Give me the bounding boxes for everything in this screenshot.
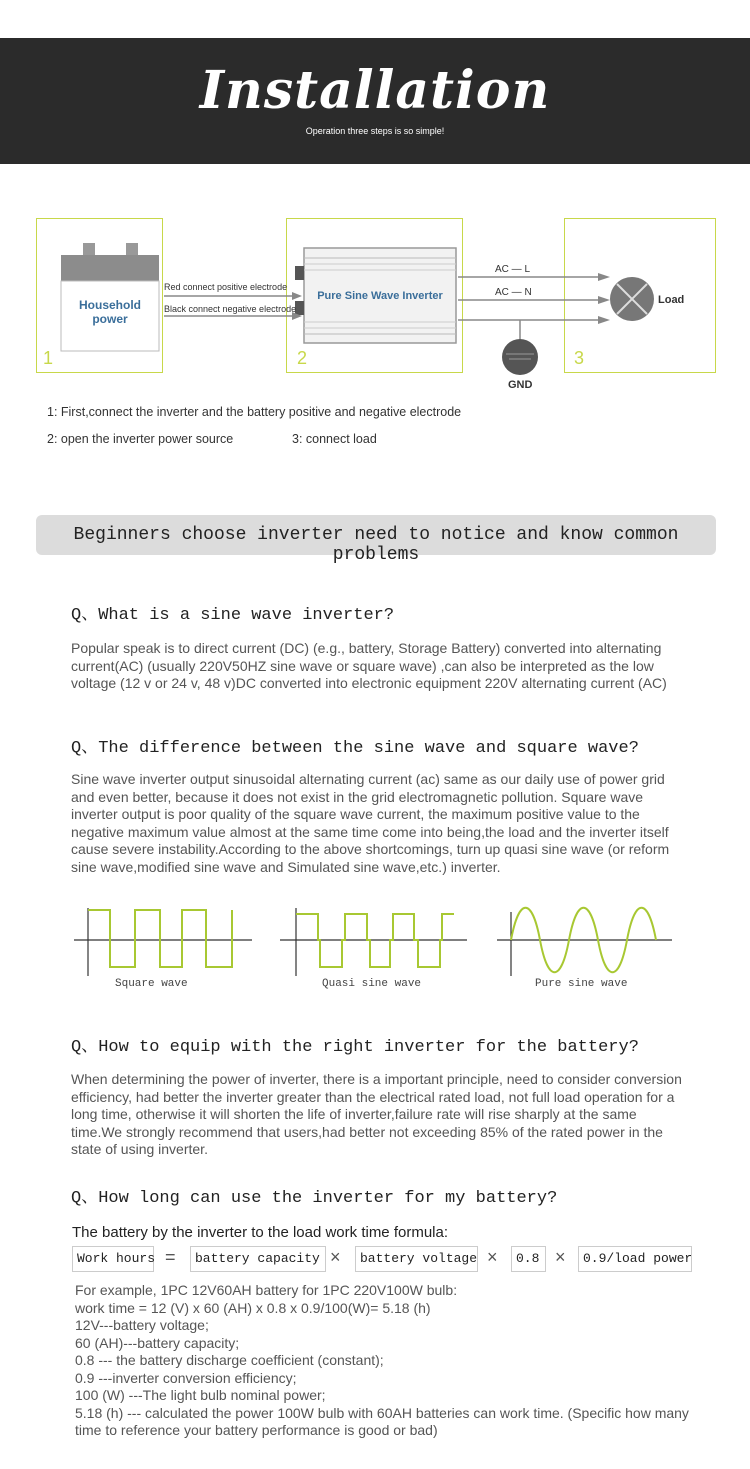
formula-intro: The battery by the inverter to the load work time formula: — [72, 1224, 449, 1241]
question-3: Q、How to equip with the right inverter for the battery? — [71, 1038, 639, 1057]
formula-term-battery-capacity: battery capacity — [190, 1246, 326, 1272]
ac-l-label: AC — L — [495, 264, 531, 275]
formula-multiply-2: × — [487, 1247, 498, 1267]
question-4: Q、How long can use the inverter for my battery? — [71, 1189, 558, 1208]
formula-multiply-1: × — [330, 1247, 341, 1267]
pure-sine-wave-label: Pure sine wave — [535, 978, 628, 990]
battery-label: Household power — [79, 298, 141, 326]
example-line: For example, 1PC 12V60AH battery for 1PC 220V100W bulb: — [75, 1282, 458, 1298]
quasi-sine-wave-label: Quasi sine wave — [322, 978, 422, 990]
formula-multiply-3: × — [555, 1247, 566, 1267]
inverter-label: Pure Sine Wave Inverter — [317, 290, 443, 302]
square-wave-graphic — [74, 908, 252, 976]
formula-equals: = — [165, 1247, 176, 1267]
battery-icon — [61, 243, 159, 351]
step-2-text: 2: open the inverter power source — [47, 432, 234, 446]
step-2-number: 2 — [297, 348, 308, 368]
formula-term-coefficient: 0.8 — [511, 1246, 546, 1272]
red-wire-label: Red connect positive electrode — [164, 282, 288, 292]
step-3-number: 3 — [574, 348, 585, 368]
ac-n-label: AC — N — [495, 287, 532, 298]
waveform-diagrams — [0, 900, 750, 990]
black-wire-label: Black connect negative electrode — [164, 304, 297, 314]
section-banner-text: Beginners choose inverter need to notice and know common problems — [73, 525, 679, 565]
step-1-number: 1 — [43, 348, 54, 368]
formula-term-battery-voltage: battery voltage — [355, 1246, 478, 1272]
example-line: 0.9 ---inverter conversion efficiency; — [75, 1369, 297, 1386]
question-2: Q、The difference between the sine wave and square wave? — [71, 739, 639, 758]
gnd-icon — [502, 339, 538, 375]
example-line: 60 (AH)---battery capacity; — [75, 1334, 240, 1351]
answer-2: Sine wave inverter output sinusoidal alternating current (ac) same as our daily use of power grid and even better, because it does not exist in the grid electromagnetic pollution. Square wave inverter output is poor quality of the square wave current, the maximum positive value to the negative maximum value almost at the same time come into being,the load and the inverter itself cause severe instability.According to the above shortcomings, turn up quasi sine wave (or reform sine wave,modified sine wave and Simulated sine wave,etc.) inverter. — [71, 771, 670, 875]
square-wave-label: Square wave — [115, 978, 188, 990]
example-line: 0.8 --- the battery discharge coefficient (constant); — [75, 1352, 384, 1368]
answer-3: When determining the power of inverter, there is a important principle, need to consider conversion efficiency, had better the inverter greater than the electrical rated load, not full load operation for a long time, otherwise it will shorten the life of inverter,failure rate will rise sharply at the same time.We strongly recommend that users,had better not exceeding 85% of the rated power in the state of using inverter. — [71, 1071, 682, 1157]
step-3-text: 3: connect load — [292, 432, 377, 446]
example-block — [75, 1282, 695, 1440]
example-line: 12V---battery voltage; — [75, 1317, 209, 1333]
page-subtitle: Operation three steps is so simple! — [305, 126, 445, 136]
section-banner — [36, 515, 716, 565]
formula-term-efficiency-load: 0.9/load power — [578, 1246, 692, 1272]
gnd-label: GND — [508, 379, 533, 391]
page-title: Installation — [199, 60, 551, 121]
pure-sine-wave-graphic — [497, 908, 672, 976]
formula-term-work-hours: Work hours — [72, 1246, 154, 1272]
example-line: work time = 12 (V) x 60 (AH) x 0.8 x 0.9/100(W)= 5.18 (h) — [75, 1299, 431, 1316]
quasi-sine-wave-graphic — [280, 908, 467, 976]
load-bulb-icon — [610, 277, 654, 321]
wiring-graphic — [0, 0, 750, 400]
load-label: Load — [658, 294, 685, 306]
step-1-text: 1: First,connect the inverter and the battery positive and negative electrode — [47, 405, 462, 419]
example-line: 5.18 (h) --- calculated the power 100W bulb with 60AH batteries can work time. (Specific how many time to reference your battery performance is good or bad) — [75, 1404, 689, 1438]
answer-1: Popular speak is to direct current (DC) (e.g., battery, Storage Battery) converted into alternating current(AC) (usually 220V50HZ sine wave or square wave) ,can also be interpreted as the low voltage (12 v or 24 v, 48 v)DC converted into electronic equipment 220V alternating current (AC) — [71, 640, 667, 691]
example-line: 100 (W) ---The light bulb nominal power; — [75, 1387, 326, 1403]
question-1: Q、What is a sine wave inverter? — [71, 606, 395, 625]
